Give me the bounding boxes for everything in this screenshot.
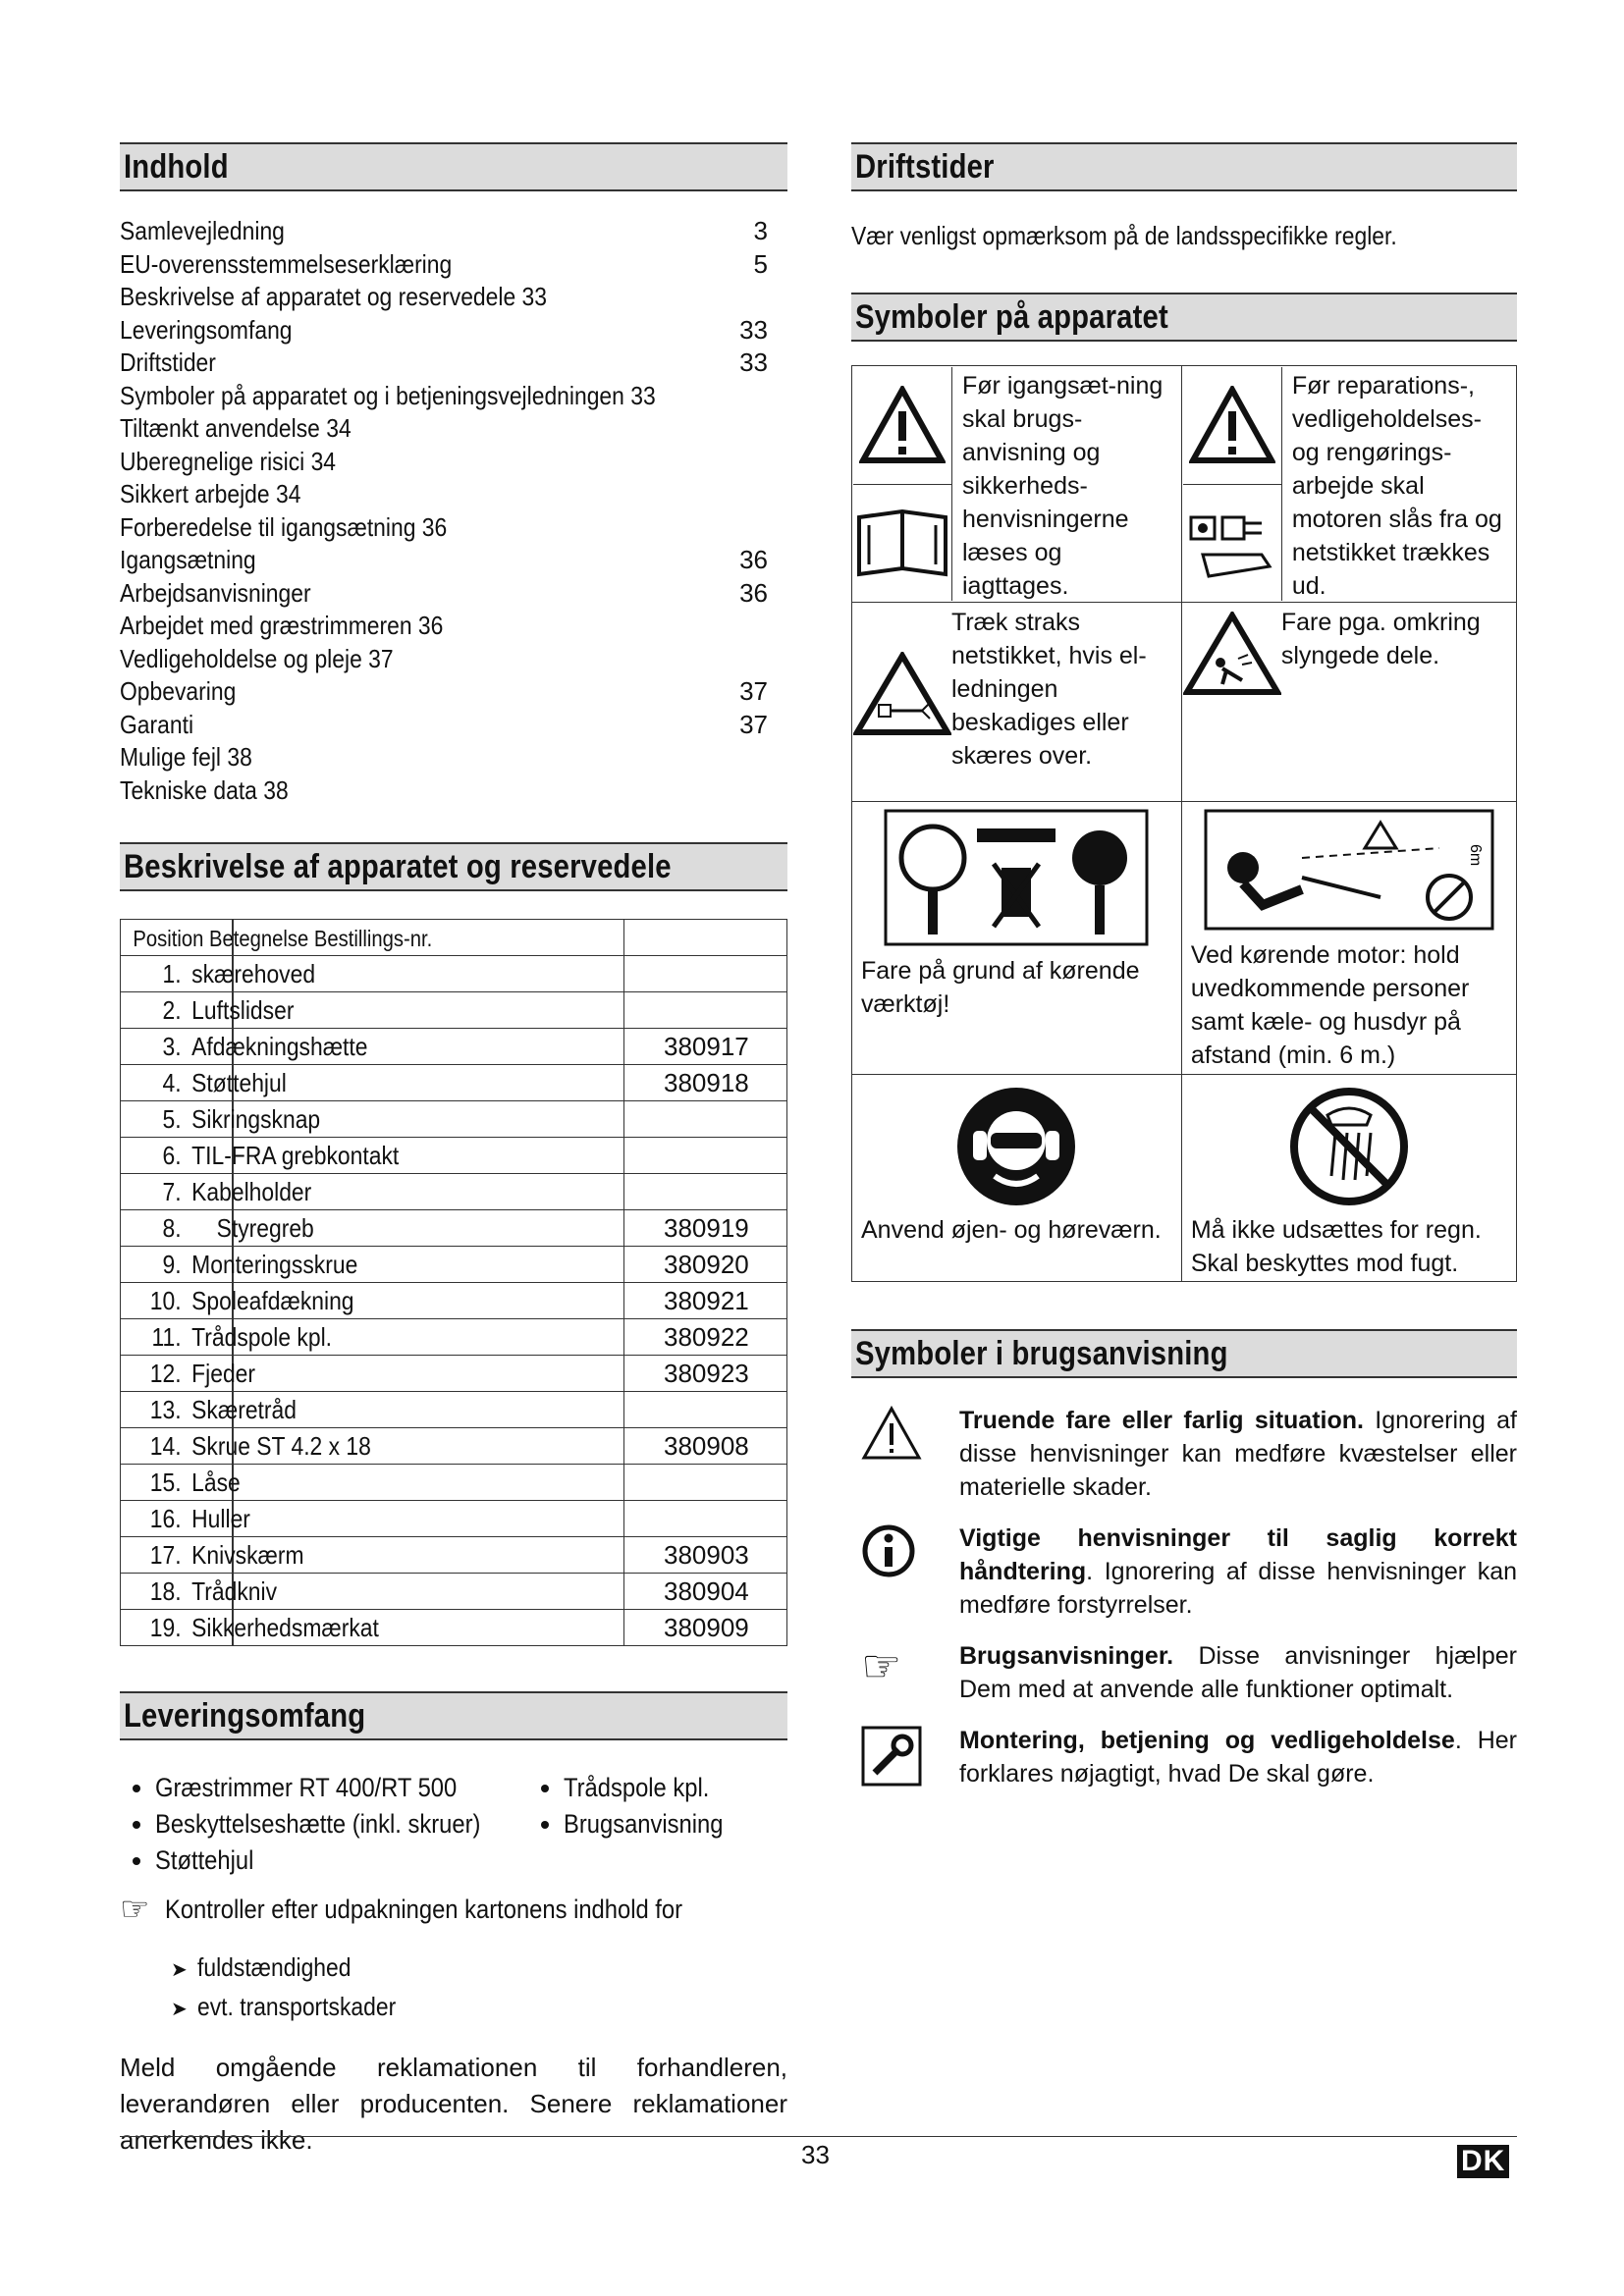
toc-entry-label: Tiltænkt anvendelse 34 [120, 413, 352, 443]
right-column [851, 142, 1517, 1808]
toc-entry [120, 643, 768, 676]
part-name-cell [121, 1501, 624, 1537]
toc-entry-label: Arbejdet med græstrimmeren 36 [120, 611, 444, 640]
toc-entry [120, 446, 768, 479]
part-position: 7. [162, 1176, 182, 1206]
part-order-number [624, 992, 787, 1029]
toc-entry-label: Driftstider [120, 347, 216, 377]
legend-info: Vigtige henvisninger til saglig korrekt håndtering. Ignorering af disse henvisninger kan medføre forstyrrelser. [851, 1522, 1517, 1622]
operating-header [851, 142, 1517, 191]
part-position: 18. [149, 1575, 182, 1606]
toc-entry [120, 511, 768, 545]
part-order-number [624, 956, 787, 992]
table-row [121, 1319, 787, 1356]
legend-wrench: Montering, betjening og vedligeholdelse. Her forklares nøjagtigt, hvad De skal gøre. [851, 1724, 1517, 1790]
symbol-cell-distance: 6m Ved kørende motor: hold uvedkommende personer samt kæle- og husdyr på afstand (min. 6 m.) [1181, 802, 1516, 1075]
toc-entry [120, 248, 768, 282]
part-name-cell [121, 1101, 624, 1138]
table-row [121, 1428, 787, 1465]
toc-entry [120, 478, 768, 511]
part-position: 4. [162, 1067, 182, 1097]
list-item: • Beskyttelseshætte (inkl. skruer) [155, 1806, 528, 1842]
part-order-number [624, 1501, 787, 1537]
parts-header-empty [624, 920, 787, 956]
part-order-number: 380918 [624, 1065, 787, 1101]
part-name: Støttehjul [191, 1067, 287, 1097]
list-item: • Støttehjul [155, 1842, 528, 1879]
part-position: 14. [149, 1430, 182, 1461]
part-order-number: 380908 [624, 1428, 787, 1465]
toc-entry [120, 380, 768, 413]
toc-entry-page: 3 [753, 216, 768, 245]
part-order-number [624, 1392, 787, 1428]
toc-entry-label: Mulige fejl 38 [120, 742, 252, 772]
part-position: 3. [162, 1031, 182, 1061]
part-name-cell [121, 1138, 624, 1174]
symbol-cell-rain: Må ikke udsættes for regn. Skal beskyttes mod fugt. [1181, 1075, 1516, 1282]
part-name-cell [121, 1174, 624, 1210]
part-name: Afdækningshætte [191, 1031, 368, 1061]
part-name: Luftslidser [191, 994, 295, 1025]
symbols-device-title: Symboler på apparatet [855, 297, 1168, 336]
symbols-manual-header [851, 1329, 1517, 1378]
symbol-cell-tools: Fare på grund af kørende værktøj! [852, 802, 1182, 1075]
check-instruction: ☞ Kontroller efter udpakningen kartonens indhold for [120, 1891, 683, 1928]
toc-entry [120, 347, 768, 380]
part-name-cell [121, 1574, 624, 1610]
footer-divider [120, 2136, 1517, 2137]
toc-entry-label: Opbevaring [120, 676, 237, 706]
toc-entry [120, 610, 768, 643]
table-row [121, 1247, 787, 1283]
part-name: Kabelholder [191, 1176, 312, 1206]
toc-entry [120, 741, 768, 774]
warning-triangle-icon [853, 367, 951, 484]
operating-title: Driftstider [855, 147, 995, 186]
list-item: ➤ evt. transportskader [171, 1989, 787, 2028]
table-row [121, 1101, 787, 1138]
part-name: Låse [191, 1467, 241, 1497]
toc-entry [120, 215, 768, 248]
part-order-number: 380917 [624, 1029, 787, 1065]
part-name-cell [121, 1428, 624, 1465]
table-row [121, 992, 787, 1029]
part-name: skærehoved [191, 958, 316, 988]
part-position: 11. [151, 1321, 182, 1352]
toc-entry-page: 37 [739, 676, 768, 706]
toc-entry-page: 33 [739, 314, 768, 345]
list-item: • Græstrimmer RT 400/RT 500 [155, 1770, 528, 1806]
part-name-cell [121, 1247, 624, 1283]
plug-icon [1183, 484, 1281, 602]
eye-ear-protection-icon [853, 1076, 1180, 1207]
table-row [121, 1356, 787, 1392]
part-order-number [624, 1465, 787, 1501]
rotating-tool-icon [853, 803, 1180, 946]
part-position: 17. [149, 1539, 182, 1570]
table-row [121, 1174, 787, 1210]
part-name: Fjeder [191, 1358, 256, 1388]
part-name-cell [121, 1210, 624, 1247]
part-name: TIL-FRA grebkontakt [191, 1140, 400, 1170]
part-position: 9. [162, 1249, 182, 1279]
table-row [121, 956, 787, 992]
symbol-cell-protection: Anvend øjen- og høreværn. [852, 1075, 1182, 1282]
part-position: 19. [149, 1612, 182, 1642]
symbol-cell-read-manual: Før igangsæt-ning skal brugs-anvisning og sikkerheds-henvisningerne læses og iagttages. [852, 366, 1182, 603]
part-name: Spoleafdækning [191, 1285, 354, 1315]
symbol-cell-cable: Træk straks netstikket, hvis el-ledningen beskadiges eller skæres over. [852, 603, 1182, 802]
check-list [171, 1949, 787, 2028]
toc-entry [120, 544, 768, 577]
table-row [121, 1610, 787, 1646]
toc-header [120, 142, 787, 191]
country-badge: DK [1457, 2145, 1509, 2178]
part-order-number: 380904 [624, 1574, 787, 1610]
legend-instructions: ☞ Brugsanvisninger. Disse anvisninger hjælper Dem med at anvende alle funktioner optimalt. [851, 1639, 1517, 1706]
part-position: 6. [162, 1140, 182, 1170]
toc-entry-page: 36 [739, 545, 768, 574]
toc-entry-label: Symboler på apparatet og i betjeningsvejledningen 33 [120, 380, 656, 410]
toc-title: Indhold [124, 147, 229, 186]
table-of-contents [120, 215, 787, 807]
symbols-manual-list [851, 1404, 1517, 1790]
toc-entry [120, 412, 768, 446]
table-row [121, 1138, 787, 1174]
toc-entry [120, 675, 768, 709]
part-name-cell [121, 1283, 624, 1319]
parts-table-header [121, 920, 787, 956]
parts-header [120, 842, 787, 891]
part-position: 5. [162, 1103, 182, 1134]
part-name-cell [121, 992, 624, 1029]
symbols-table [851, 365, 1517, 1282]
part-order-number [624, 1174, 787, 1210]
part-name-cell [121, 1610, 624, 1646]
toc-entry [120, 314, 768, 347]
toc-entry-label: Beskrivelse af apparatet og reservedele 33 [120, 282, 547, 311]
part-name-cell [121, 1319, 624, 1356]
table-row [121, 1065, 787, 1101]
part-order-number: 380919 [624, 1210, 787, 1247]
toc-entry-page: 37 [739, 709, 768, 739]
delivery-list [120, 1770, 787, 1879]
part-name: Trådkniv [191, 1575, 278, 1606]
toc-entry-label: Sikkert arbejde 34 [120, 479, 301, 508]
list-item: ➤ fuldstændighed [171, 1949, 787, 1989]
table-row [121, 1210, 787, 1247]
part-name: Huller [191, 1503, 250, 1533]
toc-entry-label: Tekniske data 38 [120, 774, 289, 805]
part-position: 16. [149, 1503, 182, 1533]
parts-header-cell: Position Betegnelse Bestillings-nr. [121, 920, 624, 956]
part-name: Styregreb [191, 1212, 314, 1243]
part-name: Skæretråd [191, 1394, 297, 1424]
symbol-cell-flying-parts: Fare pga. omkring slyngede dele. [1181, 603, 1516, 802]
parts-title: Beskrivelse af apparatet og reservedele [124, 847, 672, 885]
toc-entry-label: Vedligeholdelse og pleje 37 [120, 643, 394, 673]
legend-danger: Truende fare eller farlig situation. Ignorering af disse henvisninger kan medføre kvæstelser eller materielle skader. [851, 1404, 1517, 1504]
part-name-cell [121, 956, 624, 992]
part-position: 2. [162, 994, 182, 1025]
table-row [121, 1465, 787, 1501]
part-position: 13. [149, 1394, 182, 1424]
list-item: • Brugsanvisning [564, 1806, 745, 1842]
no-rain-icon [1183, 1076, 1515, 1207]
toc-entry-page: 36 [739, 577, 768, 608]
pointing-hand-icon: ☞ [861, 1640, 902, 1691]
toc-entry-label: Arbejdsanvisninger [120, 577, 311, 608]
left-column [120, 142, 787, 2159]
part-name-cell [121, 1465, 624, 1501]
toc-entry-label: EU-overensstemmelseserklæring [120, 248, 453, 279]
symbols-manual-title: Symboler i brugsanvisning [855, 1334, 1228, 1372]
toc-entry-label: Uberegnelige risici 34 [120, 446, 337, 476]
symbol-cell-unplug: Før reparations-, vedligeholdelses- og rengørings-arbejde skal motoren slås fra og netstikket trækkes ud. [1181, 366, 1516, 603]
table-row [121, 1537, 787, 1574]
part-name: Trådspole kpl. [191, 1321, 333, 1352]
warning-triangle-icon [1183, 367, 1281, 484]
wrench-icon [851, 1724, 959, 1790]
part-name: Sikkerhedsmærkat [191, 1612, 379, 1642]
part-name-cell [121, 1029, 624, 1065]
part-order-number: 380922 [624, 1319, 787, 1356]
part-order-number: 380923 [624, 1356, 787, 1392]
part-order-number: 380909 [624, 1610, 787, 1646]
delivery-note: Meld omgående reklamationen til forhandleren, leverandøren eller producenten. Senere reklamationer anerkendes ikke. [120, 2053, 787, 2155]
part-position: 12. [149, 1358, 182, 1388]
part-order-number [624, 1101, 787, 1138]
keep-distance-icon [1183, 803, 1515, 931]
operating-text: Vær venligst opmærksom på de landsspecifikke regler. [851, 221, 1397, 250]
part-position: 1. [162, 958, 182, 988]
part-order-number: 380903 [624, 1537, 787, 1574]
table-row [121, 1392, 787, 1428]
part-name: Sikringsknap [191, 1103, 321, 1134]
part-name: Skrue ST 4.2 x 18 [191, 1430, 371, 1461]
part-position: 10. [149, 1285, 182, 1315]
toc-entry-label: Garanti [120, 709, 194, 739]
parts-table [120, 919, 787, 1646]
part-position: 8. [162, 1212, 182, 1243]
table-row [121, 1501, 787, 1537]
info-icon [851, 1522, 959, 1622]
toc-entry [120, 774, 768, 808]
part-name-cell [121, 1065, 624, 1101]
toc-entry [120, 577, 768, 611]
list-item: • Trådspole kpl. [564, 1770, 745, 1806]
toc-entry-label: Leveringsomfang [120, 314, 293, 345]
flying-parts-icon [1183, 604, 1281, 696]
delivery-header [120, 1691, 787, 1740]
toc-entry-label: Forberedelse til igangsætning 36 [120, 511, 448, 542]
part-name-cell [121, 1356, 624, 1392]
toc-entry-page: 33 [739, 347, 768, 377]
book-icon [853, 484, 951, 602]
part-order-number [624, 1138, 787, 1174]
part-name-cell [121, 1392, 624, 1428]
toc-entry-label: Samlevejledning [120, 216, 285, 245]
part-name: Knivskærm [191, 1539, 304, 1570]
table-row [121, 1029, 787, 1065]
toc-entry [120, 281, 768, 314]
symbols-device-header [851, 293, 1517, 342]
warning-triangle-icon [851, 1404, 959, 1504]
part-order-number: 380920 [624, 1247, 787, 1283]
table-row [121, 1283, 787, 1319]
toc-entry-page: 5 [753, 248, 768, 279]
toc-entry [120, 709, 768, 742]
table-row [121, 1574, 787, 1610]
toc-entry-label: Igangsætning [120, 545, 256, 574]
page-number: 33 [801, 2140, 830, 2169]
part-name-cell [121, 1537, 624, 1574]
part-order-number: 380921 [624, 1283, 787, 1319]
cable-warning-icon [853, 604, 951, 776]
part-position: 15. [149, 1467, 182, 1497]
part-name: Monteringsskrue [191, 1249, 358, 1279]
delivery-title: Leveringsomfang [124, 1696, 366, 1735]
distance-label: 6m [1466, 844, 1484, 867]
pointing-hand-icon: ☞ [120, 1891, 150, 1928]
